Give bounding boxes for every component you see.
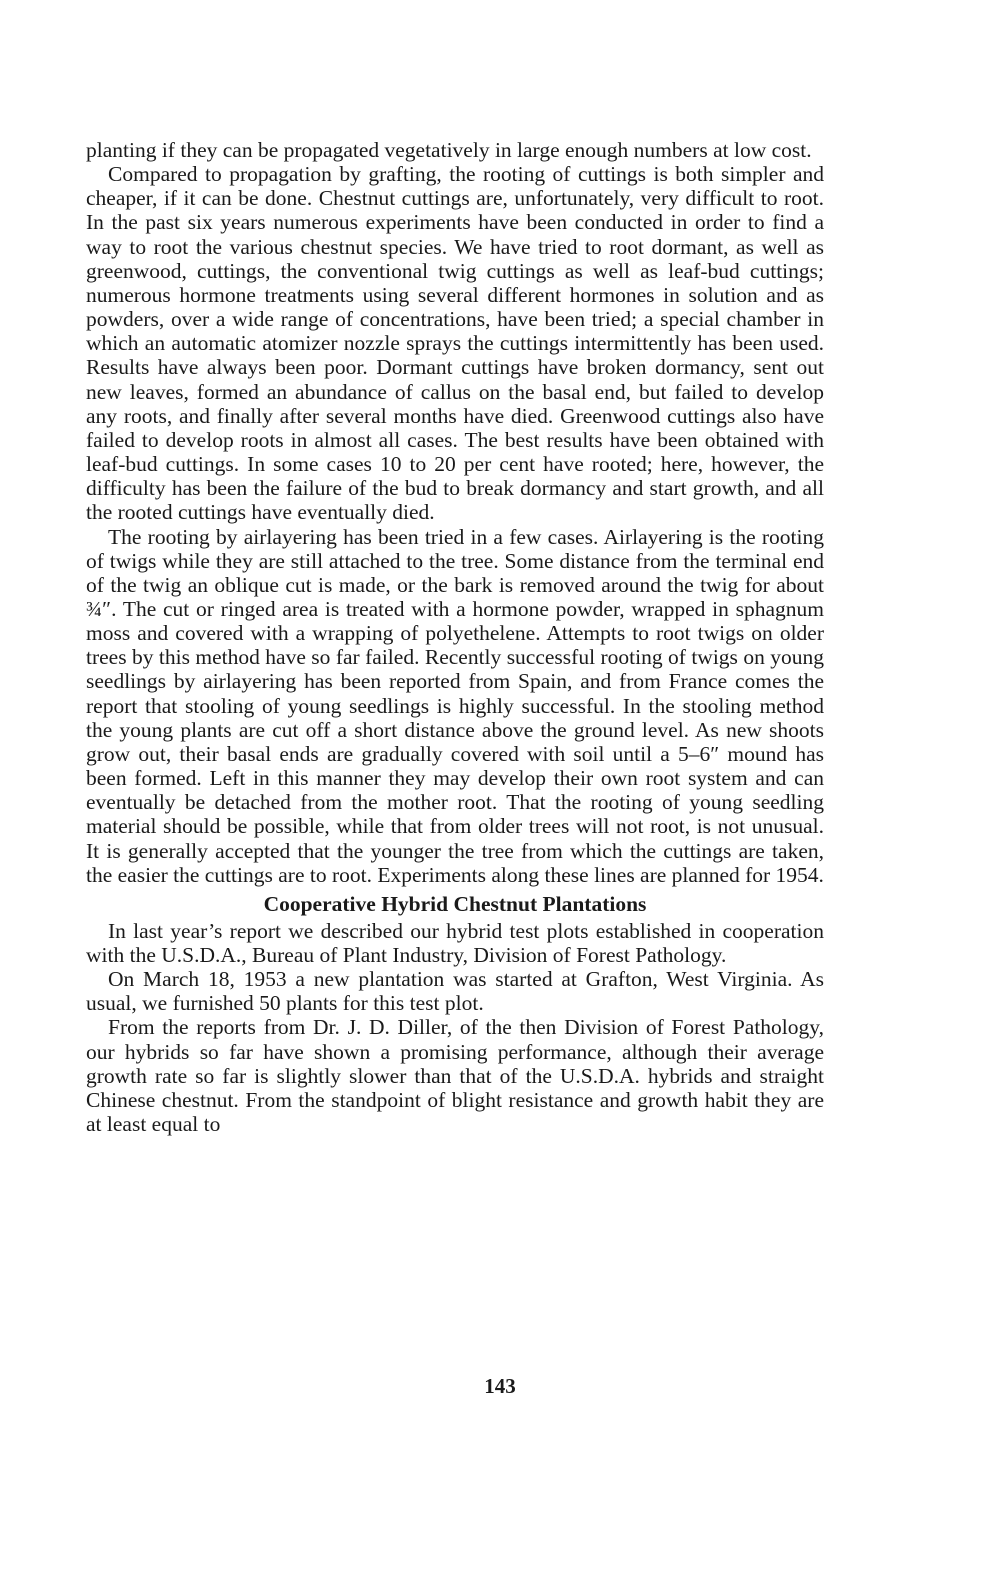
paragraph-diller-reports: From the reports from Dr. J. D. Diller, of the then Division of Forest Pathology, our hybrids so far have shown a promising performance, although their average growth rate so far is slightly slower than that of the U.S.D.A. hybrids and straight Chinese chestnut. From the standpoint of blight resistance and growth habit they are at least equal to [86, 1015, 824, 1137]
page-body [86, 138, 824, 1136]
section-heading: Cooperative Hybrid Chestnut Plantations [263, 891, 647, 916]
paragraph-cuttings: Compared to propagation by grafting, the rooting of cuttings is both simpler and cheaper, if it can be done. Chestnut cuttings are, unfortunately, very difficult to root. In the past six years numerous experiments have been conducted in order to find a way to root the various chestnut species. We have tried to root dormant, as well as greenwood, cuttings, the conventional twig cuttings as well as leaf-bud cuttings; numerous hormone treatments using several different hormones in solution and as powders, over a wide range of concentrations, have been tried; a special chamber in which an automatic atomizer nozzle sprays the cuttings intermittently has been used. Results have always been poor. Dormant cuttings have broken dormancy, sent out new leaves, formed an abundance of callus on the basal end, but failed to develop any roots, and finally after several months have died. Greenwood cuttings also have failed to develop roots in almost all cases. The best results have been obtained with leaf-bud cuttings. In some cases 10 to 20 per cent have rooted; here, however, the difficulty has been the failure of the bud to break dormancy and start growth, and all the rooted cuttings have eventually died. [86, 162, 824, 525]
paragraph-last-year-report: In last year’s report we described our hybrid test plots established in cooperation with the U.S.D.A., Bureau of Plant Industry, Division of Forest Pathology. [86, 918, 824, 967]
paragraph-continuation: planting if they can be propagated vegetatively in large enough numbers at low cost. [86, 138, 812, 162]
paragraph-airlayering: The rooting by airlayering has been tried in a few cases. Airlayering is the rooting of twigs while they are still attached to the tree. Some distance from the terminal end of the twig an oblique cut is made, or the bark is removed around the twig for about ¾″. The cut or ringed area is treated with a hormone powder, wrapped in sphagnum moss and covered with a wrapping of polyethelene. Attempts to root twigs on older trees by this method have so far failed. Recently successful rooting of twigs on young seedlings by airlayering has been reported from Spain, and from France comes the report that stooling of young seedlings is highly successful. In the stooling method the young plants are cut off a short distance above the ground level. As new shoots grow out, their basal ends are gradually covered with soil until a 5–6″ mound has been formed. Left in this manner they may develop their own root system and can eventually be detached from the mother root. That the rooting of young seedling material should be possible, while that from older trees will not root, is not unusual. It is generally accepted that the younger the tree from which the cuttings are taken, the easier the cuttings are to root. Experiments along these lines are planned for 1954. [86, 524, 824, 887]
paragraph-grafton-plantation: On March 18, 1953 a new plantation was started at Grafton, West Virginia. As usual, we furnished 50 plants for this test plot. [86, 967, 824, 1016]
page-number: 143 [484, 1374, 516, 1398]
